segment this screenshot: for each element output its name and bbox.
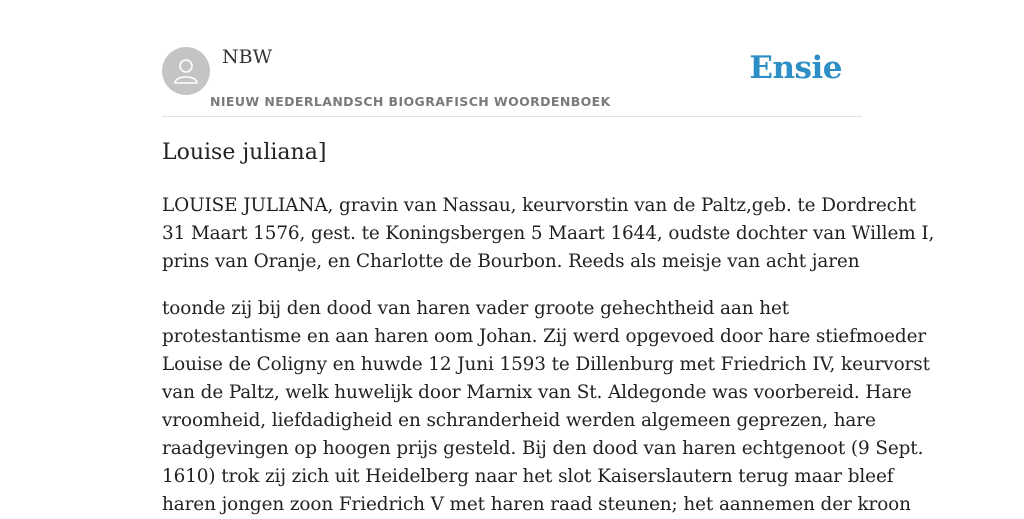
paragraph-line: raadgevingen op hoogen prijs gesteld. Bij den dood van haren echtgenoot (9 Sept.: [162, 438, 924, 459]
paragraph-line: Louise de Coligny en huwde 12 Juni 1593 te Dillenburg met Friedrich IV, keurvorst: [162, 354, 930, 375]
page-container: [162, 0, 935, 515]
person-icon: [171, 56, 201, 86]
paragraph-line: 31 Maart 1576, gest. te Koningsbergen 5 Maart 1644, oudste dochter van Willem I,: [162, 223, 935, 244]
source-header: [162, 0, 862, 117]
article-paragraph-1: [162, 192, 935, 276]
source-full-name[interactable]: NIEUW NEDERLANDSCH BIOGRAFISCH WOORDENBOEK: [210, 94, 611, 109]
avatar[interactable]: [162, 47, 210, 95]
article-paragraph-2: [162, 295, 930, 519]
paragraph-line: protestantisme en aan haren oom Johan. Zij werd opgevoed door hare stiefmoeder: [162, 326, 927, 347]
source-name[interactable]: NBW: [222, 46, 273, 68]
paragraph-line: 1610) trok zij zich uit Heidelberg naar het slot Kaiserslautern terug maar bleef: [162, 466, 894, 487]
paragraph-line: LOUISE JULIANA, gravin van Nassau, keurvorstin van de Paltz,geb. te Dordrecht: [162, 195, 916, 216]
ensie-logo[interactable]: Ensie: [749, 50, 842, 86]
paragraph-line: prins van Oranje, en Charlotte de Bourbon. Reeds als meisje van acht jaren: [162, 251, 860, 272]
paragraph-line: vroomheid, liefdadigheid en schranderheid werden algemeen geprezen, hare: [162, 410, 876, 431]
paragraph-line: toonde zij bij den dood van haren vader groote gehechtheid aan het: [162, 298, 790, 319]
paragraph-line: van de Paltz, welk huwelijk door Marnix van St. Aldegonde was voorbereid. Hare: [162, 382, 912, 403]
article-title: Louise juliana]: [162, 140, 327, 165]
paragraph-line: haren jongen zoon Friedrich V met haren raad steunen; het aannemen der kroon: [162, 494, 911, 515]
